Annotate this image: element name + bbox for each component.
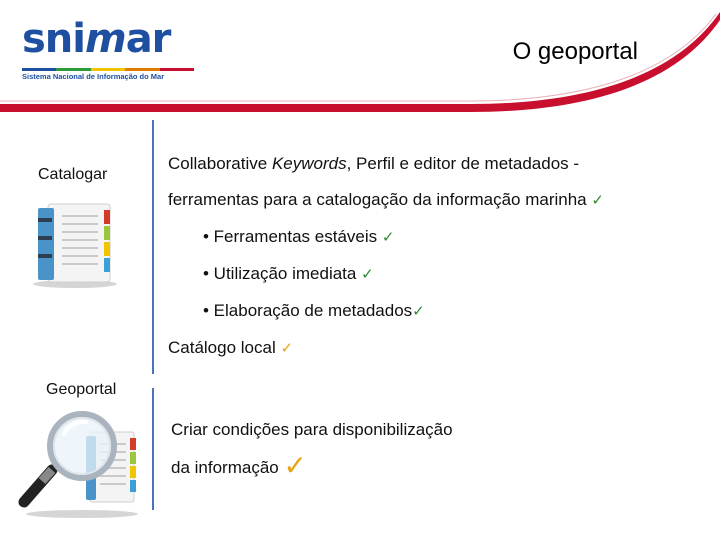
catalogar-line-2: ferramentas para a catalogação da informação marinha ✓ (168, 190, 604, 209)
document-folder-icon (28, 196, 122, 290)
check-icon: ✓ (381, 229, 395, 246)
geoportal-line-1: Criar condições para disponibilização (171, 420, 453, 439)
logo-tagline: Sistema Nacional de Informação do Mar (22, 72, 165, 81)
catalogo-local: Catálogo local ✓ (168, 338, 294, 357)
logo-color-bar (22, 68, 194, 71)
catalogar-content (168, 146, 604, 367)
check-icon: ✓ (283, 450, 307, 481)
divider-catalogar (152, 120, 154, 374)
check-icon: ✓ (361, 266, 374, 283)
geoportal-content (171, 412, 453, 486)
catalogar-line-1: Collaborative Keywords, Perfil e editor de metadados - (168, 154, 580, 173)
bullet-item: • Utilização imediata ✓ (203, 264, 374, 283)
check-icon: ✓ (412, 303, 425, 320)
magnifier-document-icon (12, 408, 142, 520)
geoportal-line-2: da informação ✓ (171, 450, 307, 481)
snimar-logo (22, 16, 202, 82)
divider-geoportal (152, 388, 154, 510)
geoportal-label: Geoportal (46, 381, 117, 398)
bullet-item: • Elaboração de metadados✓ (203, 301, 425, 320)
logo-wordmark: snimar (22, 16, 171, 62)
slide-title: O geoportal (512, 38, 638, 65)
bullet-item: • Ferramentas estáveis ✓ (203, 227, 395, 246)
catalogar-label: Catalogar (38, 166, 108, 183)
check-icon: ✓ (280, 340, 294, 357)
check-icon: ✓ (591, 192, 604, 209)
